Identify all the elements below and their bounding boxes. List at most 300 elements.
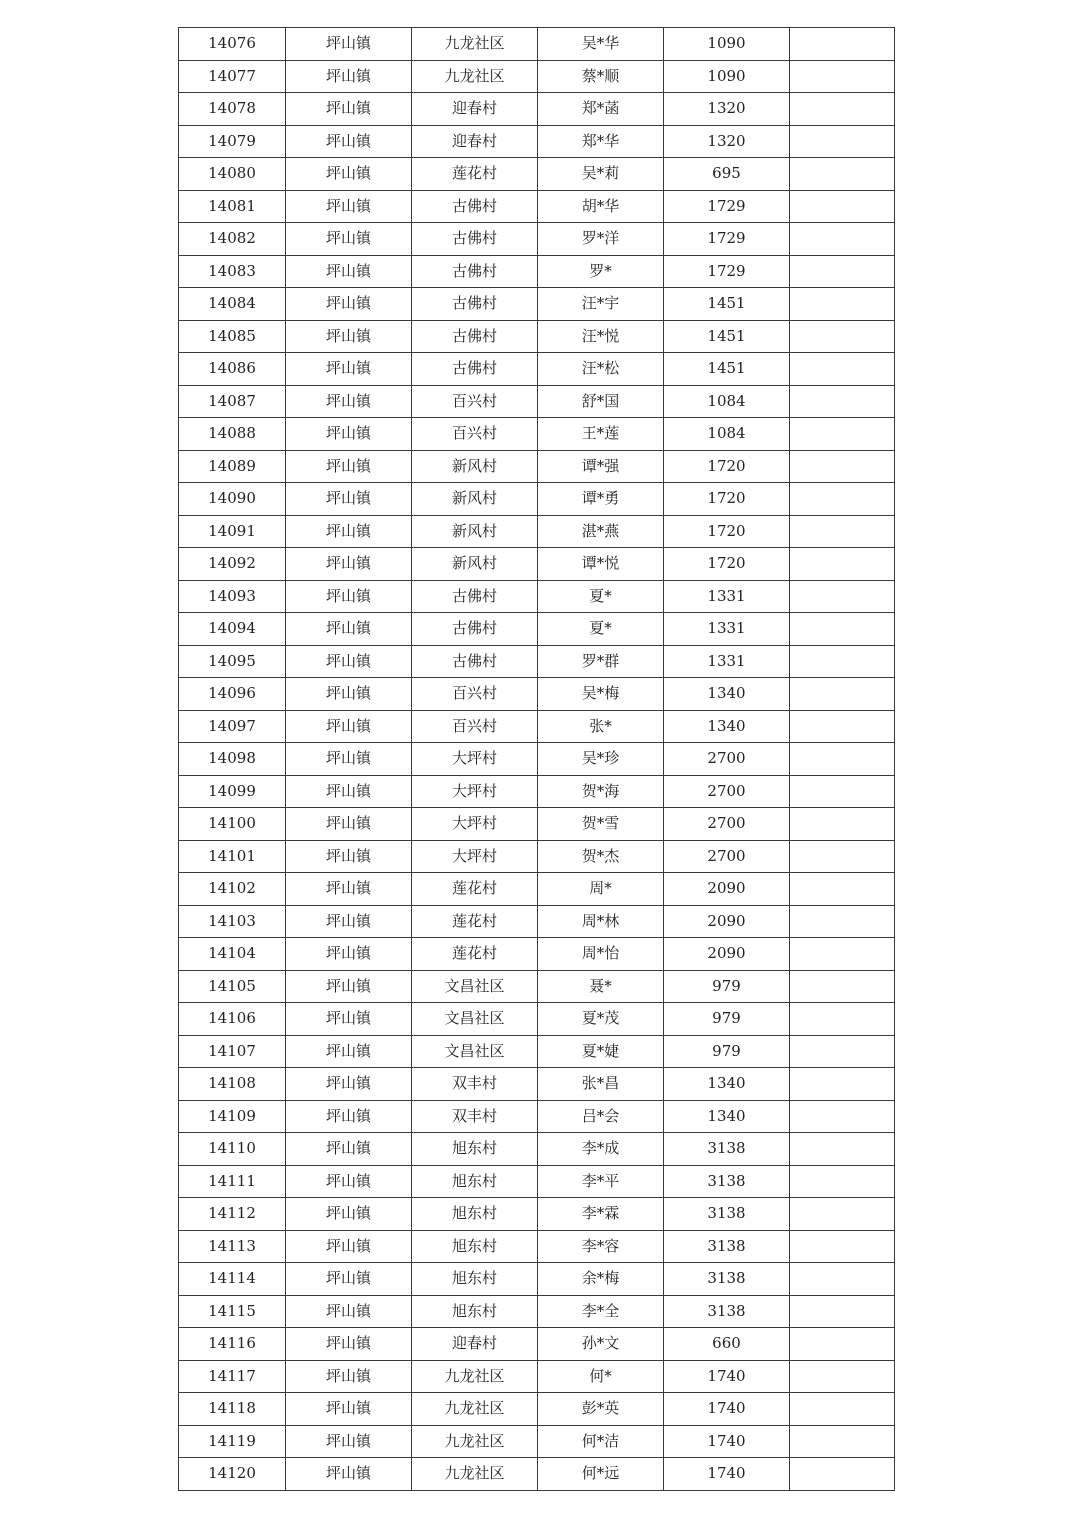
amount-cell: 695 (664, 158, 790, 191)
table-row (179, 1263, 895, 1296)
table-row (179, 938, 895, 971)
serial-number-cell: 14109 (179, 1100, 286, 1133)
amount-cell: 1720 (664, 450, 790, 483)
serial-number-cell: 14116 (179, 1328, 286, 1361)
name-cell: 李*霖 (538, 1198, 664, 1231)
serial-number-cell: 14094 (179, 613, 286, 646)
amount-cell: 1451 (664, 353, 790, 386)
remark-cell (790, 320, 895, 353)
name-cell: 聂* (538, 970, 664, 1003)
village-cell: 莲花村 (412, 905, 538, 938)
amount-cell: 2700 (664, 775, 790, 808)
serial-number-cell: 14100 (179, 808, 286, 841)
village-cell: 大坪村 (412, 808, 538, 841)
remark-cell (790, 28, 895, 61)
name-cell: 何*远 (538, 1458, 664, 1491)
town-cell: 坪山镇 (286, 710, 412, 743)
village-cell: 新风村 (412, 515, 538, 548)
town-cell: 坪山镇 (286, 1230, 412, 1263)
serial-number-cell: 14111 (179, 1165, 286, 1198)
village-cell: 文昌社区 (412, 970, 538, 1003)
town-cell: 坪山镇 (286, 1068, 412, 1101)
amount-cell: 1740 (664, 1425, 790, 1458)
village-cell: 旭东村 (412, 1230, 538, 1263)
serial-number-cell: 14118 (179, 1393, 286, 1426)
serial-number-cell: 14120 (179, 1458, 286, 1491)
serial-number-cell: 14081 (179, 190, 286, 223)
village-cell: 古佛村 (412, 580, 538, 613)
town-cell: 坪山镇 (286, 60, 412, 93)
remark-cell (790, 1100, 895, 1133)
village-cell: 九龙社区 (412, 28, 538, 61)
name-cell: 夏* (538, 580, 664, 613)
town-cell: 坪山镇 (286, 385, 412, 418)
town-cell: 坪山镇 (286, 808, 412, 841)
serial-number-cell: 14086 (179, 353, 286, 386)
town-cell: 坪山镇 (286, 1425, 412, 1458)
table-row (179, 353, 895, 386)
table-row (179, 385, 895, 418)
village-cell: 旭东村 (412, 1165, 538, 1198)
remark-cell (790, 1003, 895, 1036)
town-cell: 坪山镇 (286, 450, 412, 483)
town-cell: 坪山镇 (286, 1003, 412, 1036)
remark-cell (790, 710, 895, 743)
serial-number-cell: 14106 (179, 1003, 286, 1036)
name-cell: 舒*国 (538, 385, 664, 418)
remark-cell (790, 158, 895, 191)
amount-cell: 3138 (664, 1133, 790, 1166)
table-row (179, 775, 895, 808)
name-cell: 胡*华 (538, 190, 664, 223)
village-cell: 九龙社区 (412, 1360, 538, 1393)
table-row (179, 320, 895, 353)
amount-cell: 1320 (664, 125, 790, 158)
town-cell: 坪山镇 (286, 580, 412, 613)
town-cell: 坪山镇 (286, 353, 412, 386)
remark-cell (790, 613, 895, 646)
remark-cell (790, 418, 895, 451)
amount-cell: 1451 (664, 288, 790, 321)
serial-number-cell: 14112 (179, 1198, 286, 1231)
name-cell: 罗*洋 (538, 223, 664, 256)
amount-cell: 979 (664, 970, 790, 1003)
amount-cell: 1331 (664, 613, 790, 646)
amount-cell: 1331 (664, 645, 790, 678)
serial-number-cell: 14119 (179, 1425, 286, 1458)
table-row (179, 1360, 895, 1393)
name-cell: 夏* (538, 613, 664, 646)
village-cell: 迎春村 (412, 93, 538, 126)
town-cell: 坪山镇 (286, 288, 412, 321)
remark-cell (790, 125, 895, 158)
town-cell: 坪山镇 (286, 158, 412, 191)
name-cell: 贺*雪 (538, 808, 664, 841)
town-cell: 坪山镇 (286, 613, 412, 646)
town-cell: 坪山镇 (286, 1458, 412, 1491)
serial-number-cell: 14084 (179, 288, 286, 321)
village-cell: 百兴村 (412, 678, 538, 711)
serial-number-cell: 14110 (179, 1133, 286, 1166)
name-cell: 谭*强 (538, 450, 664, 483)
table-row (179, 28, 895, 61)
amount-cell: 1331 (664, 580, 790, 613)
remark-cell (790, 775, 895, 808)
name-cell: 周*林 (538, 905, 664, 938)
village-cell: 文昌社区 (412, 1035, 538, 1068)
town-cell: 坪山镇 (286, 645, 412, 678)
remark-cell (790, 905, 895, 938)
town-cell: 坪山镇 (286, 1263, 412, 1296)
name-cell: 吴*莉 (538, 158, 664, 191)
village-cell: 九龙社区 (412, 1425, 538, 1458)
remark-cell (790, 808, 895, 841)
serial-number-cell: 14079 (179, 125, 286, 158)
serial-number-cell: 14105 (179, 970, 286, 1003)
table-row (179, 580, 895, 613)
remark-cell (790, 580, 895, 613)
town-cell: 坪山镇 (286, 190, 412, 223)
town-cell: 坪山镇 (286, 93, 412, 126)
town-cell: 坪山镇 (286, 970, 412, 1003)
remark-cell (790, 1230, 895, 1263)
village-cell: 九龙社区 (412, 1393, 538, 1426)
remark-cell (790, 288, 895, 321)
town-cell: 坪山镇 (286, 255, 412, 288)
village-cell: 古佛村 (412, 613, 538, 646)
village-cell: 古佛村 (412, 255, 538, 288)
amount-cell: 1090 (664, 60, 790, 93)
serial-number-cell: 14101 (179, 840, 286, 873)
village-cell: 古佛村 (412, 320, 538, 353)
remark-cell (790, 93, 895, 126)
name-cell: 吴*珍 (538, 743, 664, 776)
table-row (179, 1035, 895, 1068)
remark-cell (790, 1068, 895, 1101)
amount-cell: 3138 (664, 1198, 790, 1231)
town-cell: 坪山镇 (286, 1393, 412, 1426)
amount-cell: 2700 (664, 743, 790, 776)
remark-cell (790, 1425, 895, 1458)
town-cell: 坪山镇 (286, 548, 412, 581)
remark-cell (790, 743, 895, 776)
remark-cell (790, 1393, 895, 1426)
village-cell: 古佛村 (412, 645, 538, 678)
table-row (179, 1393, 895, 1426)
amount-cell: 1084 (664, 418, 790, 451)
village-cell: 百兴村 (412, 418, 538, 451)
amount-cell: 1720 (664, 483, 790, 516)
serial-number-cell: 14077 (179, 60, 286, 93)
name-cell: 余*梅 (538, 1263, 664, 1296)
serial-number-cell: 14085 (179, 320, 286, 353)
table-row (179, 678, 895, 711)
remark-cell (790, 1133, 895, 1166)
remark-cell (790, 353, 895, 386)
village-cell: 九龙社区 (412, 1458, 538, 1491)
town-cell: 坪山镇 (286, 1035, 412, 1068)
data-table (178, 27, 895, 1491)
table-row (179, 970, 895, 1003)
serial-number-cell: 14076 (179, 28, 286, 61)
village-cell: 莲花村 (412, 158, 538, 191)
amount-cell: 660 (664, 1328, 790, 1361)
remark-cell (790, 970, 895, 1003)
remark-cell (790, 483, 895, 516)
village-cell: 九龙社区 (412, 60, 538, 93)
table-row (179, 1165, 895, 1198)
village-cell: 旭东村 (412, 1295, 538, 1328)
name-cell: 吕*会 (538, 1100, 664, 1133)
village-cell: 古佛村 (412, 190, 538, 223)
remark-cell (790, 1198, 895, 1231)
table-row (179, 743, 895, 776)
table-row (179, 1328, 895, 1361)
village-cell: 莲花村 (412, 938, 538, 971)
table-row (179, 450, 895, 483)
amount-cell: 1340 (664, 1100, 790, 1133)
table-row (179, 60, 895, 93)
table-row (179, 1458, 895, 1491)
town-cell: 坪山镇 (286, 1328, 412, 1361)
name-cell: 张* (538, 710, 664, 743)
name-cell: 谭*悦 (538, 548, 664, 581)
table-row (179, 1425, 895, 1458)
amount-cell: 1729 (664, 255, 790, 288)
town-cell: 坪山镇 (286, 28, 412, 61)
table-row (179, 873, 895, 906)
serial-number-cell: 14091 (179, 515, 286, 548)
serial-number-cell: 14108 (179, 1068, 286, 1101)
remark-cell (790, 450, 895, 483)
name-cell: 周*怡 (538, 938, 664, 971)
town-cell: 坪山镇 (286, 743, 412, 776)
name-cell: 李*全 (538, 1295, 664, 1328)
table-row (179, 645, 895, 678)
town-cell: 坪山镇 (286, 223, 412, 256)
amount-cell: 2090 (664, 873, 790, 906)
amount-cell: 2700 (664, 840, 790, 873)
table-row (179, 158, 895, 191)
village-cell: 旭东村 (412, 1263, 538, 1296)
table-row (179, 710, 895, 743)
name-cell: 湛*燕 (538, 515, 664, 548)
amount-cell: 2090 (664, 905, 790, 938)
town-cell: 坪山镇 (286, 938, 412, 971)
serial-number-cell: 14103 (179, 905, 286, 938)
name-cell: 郑*菡 (538, 93, 664, 126)
name-cell: 汪*宇 (538, 288, 664, 321)
serial-number-cell: 14096 (179, 678, 286, 711)
serial-number-cell: 14082 (179, 223, 286, 256)
table-row (179, 125, 895, 158)
serial-number-cell: 14099 (179, 775, 286, 808)
amount-cell: 1740 (664, 1360, 790, 1393)
serial-number-cell: 14092 (179, 548, 286, 581)
remark-cell (790, 873, 895, 906)
name-cell: 吴*梅 (538, 678, 664, 711)
town-cell: 坪山镇 (286, 1295, 412, 1328)
town-cell: 坪山镇 (286, 873, 412, 906)
name-cell: 汪*松 (538, 353, 664, 386)
name-cell: 贺*杰 (538, 840, 664, 873)
village-cell: 莲花村 (412, 873, 538, 906)
amount-cell: 1729 (664, 223, 790, 256)
village-cell: 双丰村 (412, 1100, 538, 1133)
village-cell: 新风村 (412, 483, 538, 516)
town-cell: 坪山镇 (286, 125, 412, 158)
name-cell: 郑*华 (538, 125, 664, 158)
table-row (179, 223, 895, 256)
name-cell: 何* (538, 1360, 664, 1393)
amount-cell: 1340 (664, 678, 790, 711)
name-cell: 蔡*顺 (538, 60, 664, 93)
name-cell: 李*平 (538, 1165, 664, 1198)
village-cell: 大坪村 (412, 743, 538, 776)
amount-cell: 1740 (664, 1458, 790, 1491)
amount-cell: 1340 (664, 710, 790, 743)
amount-cell: 979 (664, 1003, 790, 1036)
remark-cell (790, 938, 895, 971)
serial-number-cell: 14093 (179, 580, 286, 613)
remark-cell (790, 1263, 895, 1296)
amount-cell: 2700 (664, 808, 790, 841)
town-cell: 坪山镇 (286, 1165, 412, 1198)
remark-cell (790, 645, 895, 678)
village-cell: 百兴村 (412, 385, 538, 418)
name-cell: 周* (538, 873, 664, 906)
town-cell: 坪山镇 (286, 483, 412, 516)
table-row (179, 1133, 895, 1166)
remark-cell (790, 223, 895, 256)
serial-number-cell: 14080 (179, 158, 286, 191)
village-cell: 新风村 (412, 450, 538, 483)
table-row (179, 808, 895, 841)
remark-cell (790, 255, 895, 288)
village-cell: 新风村 (412, 548, 538, 581)
town-cell: 坪山镇 (286, 1100, 412, 1133)
name-cell: 彭*英 (538, 1393, 664, 1426)
town-cell: 坪山镇 (286, 1198, 412, 1231)
table-row (179, 288, 895, 321)
amount-cell: 1720 (664, 515, 790, 548)
name-cell: 谭*勇 (538, 483, 664, 516)
name-cell: 罗*群 (538, 645, 664, 678)
serial-number-cell: 14088 (179, 418, 286, 451)
serial-number-cell: 14090 (179, 483, 286, 516)
table-body (179, 28, 895, 1491)
name-cell: 贺*海 (538, 775, 664, 808)
remark-cell (790, 1458, 895, 1491)
remark-cell (790, 515, 895, 548)
table-row (179, 840, 895, 873)
amount-cell: 1720 (664, 548, 790, 581)
remark-cell (790, 1035, 895, 1068)
serial-number-cell: 14087 (179, 385, 286, 418)
amount-cell: 1740 (664, 1393, 790, 1426)
amount-cell: 2090 (664, 938, 790, 971)
name-cell: 汪*悦 (538, 320, 664, 353)
table-row (179, 418, 895, 451)
town-cell: 坪山镇 (286, 1133, 412, 1166)
table-row (179, 255, 895, 288)
amount-cell: 3138 (664, 1165, 790, 1198)
amount-cell: 3138 (664, 1230, 790, 1263)
remark-cell (790, 190, 895, 223)
amount-cell: 1729 (664, 190, 790, 223)
remark-cell (790, 678, 895, 711)
table-row (179, 548, 895, 581)
name-cell: 夏*茂 (538, 1003, 664, 1036)
amount-cell: 1451 (664, 320, 790, 353)
amount-cell: 1320 (664, 93, 790, 126)
amount-cell: 1340 (664, 1068, 790, 1101)
table-row (179, 1100, 895, 1133)
remark-cell (790, 60, 895, 93)
serial-number-cell: 14097 (179, 710, 286, 743)
village-cell: 古佛村 (412, 288, 538, 321)
serial-number-cell: 14113 (179, 1230, 286, 1263)
name-cell: 王*莲 (538, 418, 664, 451)
table-row (179, 1198, 895, 1231)
village-cell: 大坪村 (412, 775, 538, 808)
name-cell: 李*成 (538, 1133, 664, 1166)
amount-cell: 3138 (664, 1263, 790, 1296)
table-row (179, 1003, 895, 1036)
remark-cell (790, 548, 895, 581)
village-cell: 大坪村 (412, 840, 538, 873)
village-cell: 双丰村 (412, 1068, 538, 1101)
name-cell: 张*昌 (538, 1068, 664, 1101)
serial-number-cell: 14095 (179, 645, 286, 678)
name-cell: 夏*婕 (538, 1035, 664, 1068)
serial-number-cell: 14078 (179, 93, 286, 126)
amount-cell: 1090 (664, 28, 790, 61)
town-cell: 坪山镇 (286, 1360, 412, 1393)
town-cell: 坪山镇 (286, 775, 412, 808)
village-cell: 古佛村 (412, 353, 538, 386)
village-cell: 旭东村 (412, 1133, 538, 1166)
name-cell: 李*容 (538, 1230, 664, 1263)
remark-cell (790, 1360, 895, 1393)
village-cell: 迎春村 (412, 125, 538, 158)
amount-cell: 979 (664, 1035, 790, 1068)
table-row (179, 1230, 895, 1263)
village-cell: 古佛村 (412, 223, 538, 256)
name-cell: 何*洁 (538, 1425, 664, 1458)
town-cell: 坪山镇 (286, 678, 412, 711)
village-cell: 文昌社区 (412, 1003, 538, 1036)
town-cell: 坪山镇 (286, 320, 412, 353)
table-row (179, 905, 895, 938)
amount-cell: 1084 (664, 385, 790, 418)
name-cell: 罗* (538, 255, 664, 288)
table-row (179, 190, 895, 223)
village-cell: 旭东村 (412, 1198, 538, 1231)
table-row (179, 93, 895, 126)
table-row (179, 1068, 895, 1101)
amount-cell: 3138 (664, 1295, 790, 1328)
table-row (179, 515, 895, 548)
serial-number-cell: 14117 (179, 1360, 286, 1393)
remark-cell (790, 1165, 895, 1198)
village-cell: 百兴村 (412, 710, 538, 743)
serial-number-cell: 14114 (179, 1263, 286, 1296)
serial-number-cell: 14102 (179, 873, 286, 906)
table-row (179, 483, 895, 516)
village-cell: 迎春村 (412, 1328, 538, 1361)
remark-cell (790, 840, 895, 873)
